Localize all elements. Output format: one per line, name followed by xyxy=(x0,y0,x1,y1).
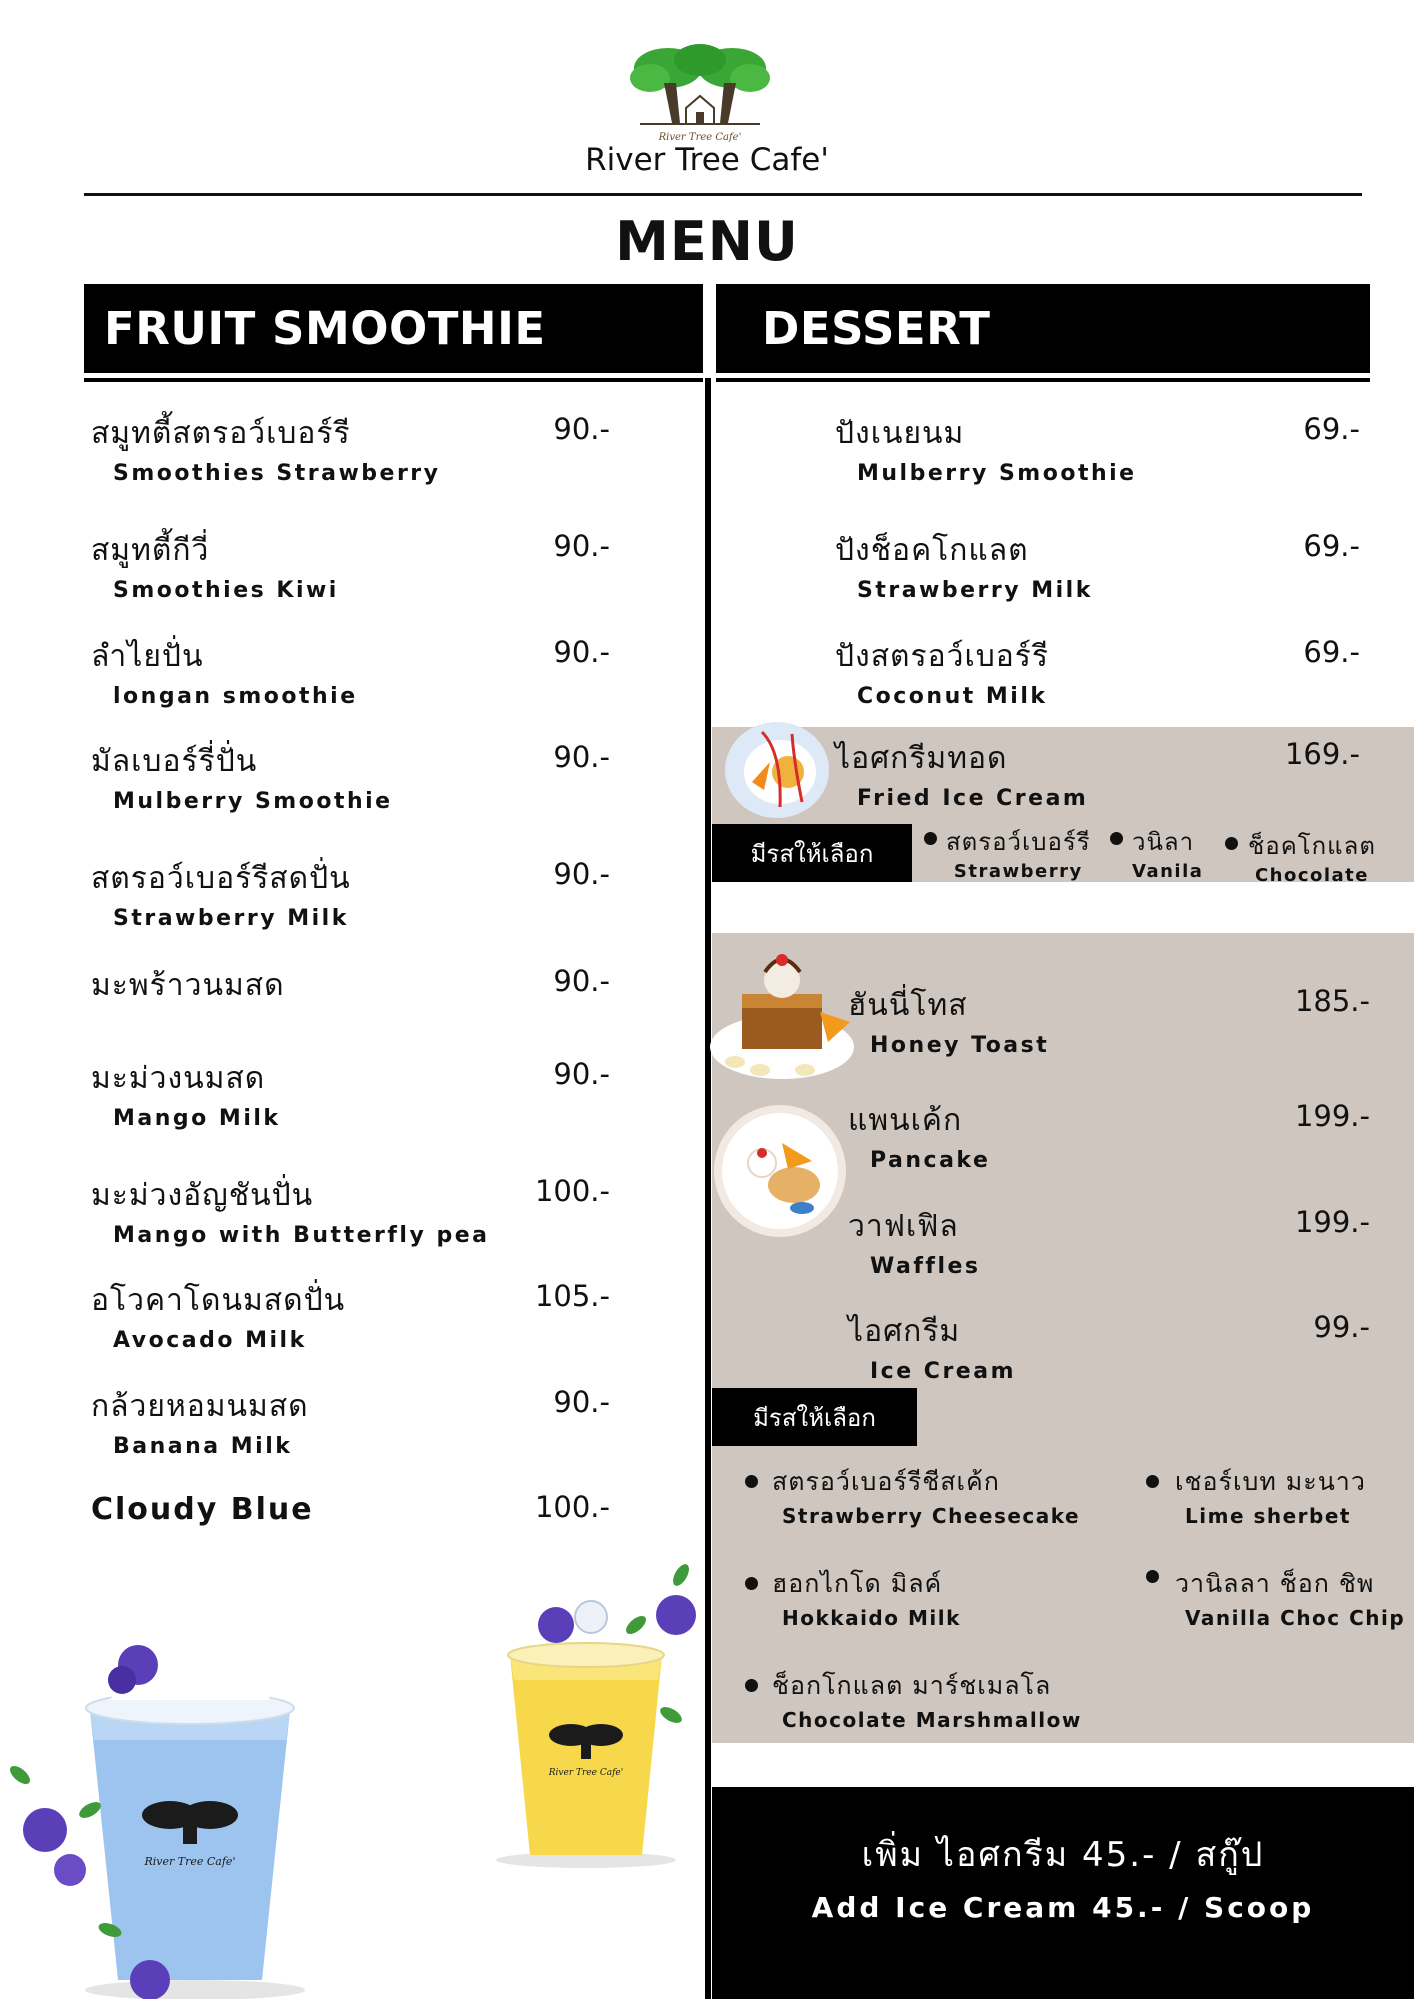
menu-title: MENU xyxy=(615,210,799,273)
item-name-en: Coconut Milk xyxy=(857,684,1048,709)
blue-smoothie-photo xyxy=(0,1540,320,1999)
item-price: 90.- xyxy=(553,529,610,563)
option-th: วนิลา xyxy=(1132,828,1195,856)
flavour-option xyxy=(1132,822,1203,882)
smoothie-item xyxy=(91,633,358,709)
banner-line-en: Add Ice Cream 45.- / Scoop xyxy=(811,1891,1315,1924)
item-name-en: Waffles xyxy=(870,1254,981,1279)
smoothie-item xyxy=(91,1055,281,1131)
item-name-en: Mango with Butterfly pea xyxy=(113,1223,490,1248)
bullet-dot xyxy=(1146,1570,1159,1583)
item-name-th: ปังเนยนม xyxy=(835,416,965,451)
dessert-item xyxy=(848,1097,990,1173)
flavour-th: ฮอกไกโด มิลค์ xyxy=(772,1569,943,1598)
smoothie-item xyxy=(91,1277,345,1353)
item-name-en: Mulberry Smoothie xyxy=(113,789,393,814)
bullet-dot xyxy=(745,1577,758,1590)
section-underline-right xyxy=(716,378,1370,382)
item-price: 90.- xyxy=(553,740,610,774)
item-name-en: Fried Ice Cream xyxy=(857,786,1089,811)
item-name-en: Honey Toast xyxy=(870,1033,1050,1058)
dessert-item xyxy=(835,527,1093,603)
item-name-th: สตรอว์เบอร์รีสดปั่น xyxy=(91,861,351,896)
item-name-en: Cloudy Blue xyxy=(91,1492,314,1527)
item-price: 100.- xyxy=(534,1490,610,1524)
item-name-th: วาฟเฟิล xyxy=(848,1209,959,1244)
item-price: 90.- xyxy=(553,1385,610,1419)
option-en: Vanila xyxy=(1132,861,1204,882)
item-name-en: longan smoothie xyxy=(113,684,358,709)
item-name-en: Strawberry Milk xyxy=(113,906,349,931)
yellow-smoothie-photo xyxy=(466,1555,706,1875)
option-th: สตรอว์เบอร์รี xyxy=(946,828,1091,856)
item-name-th: สมูทตี้กีวี่ xyxy=(91,533,210,568)
item-price: 185.- xyxy=(1294,984,1370,1018)
dessert-item xyxy=(835,410,1137,486)
river-tree-logo xyxy=(620,38,780,148)
flavour-en: Lime sherbet xyxy=(1185,1504,1351,1528)
cup-label: River Tree Cafe' xyxy=(548,1768,624,1778)
item-name-th: ปังสตรอว์เบอร์รี xyxy=(835,639,1050,674)
bullet-dot xyxy=(1110,832,1123,845)
flavour-en: Hokkaido Milk xyxy=(782,1606,961,1630)
section-title-dessert xyxy=(716,284,1370,373)
option-en: Strawberry xyxy=(953,861,1083,882)
smoothie-item xyxy=(91,1488,314,1527)
cup-label: River Tree Cafe' xyxy=(144,1855,236,1868)
fried-ice-cream-photo xyxy=(722,712,832,822)
bullet-dot xyxy=(924,832,937,845)
section-underline-left xyxy=(84,378,703,382)
item-price: 90.- xyxy=(553,412,610,446)
item-price: 199.- xyxy=(1294,1099,1370,1133)
honey-toast-photo xyxy=(710,942,860,1082)
item-price: 90.- xyxy=(553,635,610,669)
flavour-th: วานิลลา ช็อก ชิพ xyxy=(1175,1569,1375,1598)
pancake-photo xyxy=(712,1103,852,1243)
column-gap xyxy=(703,284,714,378)
section-title-text: DESSERT xyxy=(762,302,991,355)
bullet-dot xyxy=(745,1475,758,1488)
smoothie-item xyxy=(91,410,440,486)
item-price: 90.- xyxy=(553,857,610,891)
flavour-en: Strawberry Cheesecake xyxy=(782,1504,1081,1528)
item-name-en: Banana Milk xyxy=(113,1434,293,1459)
dessert-item xyxy=(848,982,1049,1058)
smoothie-item xyxy=(91,527,339,603)
header-divider xyxy=(84,193,1362,196)
item-name-en: Ice Cream xyxy=(870,1359,1016,1384)
option-th: ช็อคโกแลต xyxy=(1248,832,1376,860)
dessert-item xyxy=(848,1203,981,1279)
flavour-option xyxy=(1248,826,1376,886)
item-name-th: แพนเค้ก xyxy=(848,1103,963,1138)
item-name-th: ปังช็อคโกแลต xyxy=(835,533,1029,568)
banner-line-th: เพิ่ม ไอศกรีม 45.- / สกู๊ป xyxy=(861,1835,1265,1875)
dessert-item-fried-ice-cream xyxy=(835,735,1088,811)
item-name-th: มะม่วงอัญชันปั่น xyxy=(91,1178,314,1213)
ice-cream-flavour xyxy=(772,1462,1080,1528)
dessert-item xyxy=(848,1308,1016,1384)
flavour-option xyxy=(946,822,1091,882)
logo-script-text: River Tree Cafe' xyxy=(658,132,742,143)
item-price: 100.- xyxy=(534,1174,610,1208)
smoothie-item xyxy=(91,1383,309,1459)
flavour-en: Vanilla Choc Chip xyxy=(1185,1606,1406,1630)
item-name-th: มะพร้าวนมสด xyxy=(91,968,285,1003)
item-price: 69.- xyxy=(1303,412,1360,446)
item-name-th: ลำไยปั่น xyxy=(91,639,204,674)
item-price: 105.- xyxy=(534,1279,610,1313)
item-price: 69.- xyxy=(1303,529,1360,563)
bullet-dot xyxy=(745,1679,758,1692)
item-price: 90.- xyxy=(553,1057,610,1091)
item-name-th: มัลเบอร์รี่ปั่น xyxy=(91,744,258,779)
flavour-th: เชอร์เบท มะนาว xyxy=(1175,1467,1366,1496)
dessert-item xyxy=(835,633,1049,709)
ice-cream-flavour xyxy=(772,1564,961,1630)
option-en: Chocolate xyxy=(1254,865,1369,886)
item-name-en: Strawberry Milk xyxy=(857,578,1093,603)
flavour-choice-text: มีรสให้เลือก xyxy=(750,839,874,868)
flavour-th: ช็อกโกแลต มาร์ชเมลโล xyxy=(772,1671,1052,1700)
item-price: 69.- xyxy=(1303,635,1360,669)
item-name-en: Mulberry Smoothie xyxy=(857,461,1137,486)
item-name-th: ไอศกรีม xyxy=(848,1314,961,1349)
item-price: 169.- xyxy=(1284,737,1360,771)
section-title-text: FRUIT SMOOTHIE xyxy=(104,302,546,355)
smoothie-item xyxy=(91,962,285,1009)
flavour-choice-tag xyxy=(712,1388,917,1446)
item-name-th: อโวคาโดนมสดปั่น xyxy=(91,1283,346,1318)
item-name-en: Pancake xyxy=(870,1148,991,1173)
item-name-th: กล้วยหอมนมสด xyxy=(91,1389,309,1424)
item-price: 199.- xyxy=(1294,1205,1370,1239)
ice-cream-flavour xyxy=(1175,1462,1366,1528)
brand-name: River Tree Cafe' xyxy=(585,142,829,178)
smoothie-item xyxy=(91,1172,490,1248)
bullet-dot xyxy=(1225,837,1238,850)
item-name-en: Smoothies Strawberry xyxy=(113,461,441,486)
smoothie-item xyxy=(91,738,393,814)
item-name-en: Mango Milk xyxy=(113,1106,281,1131)
item-name-th: ไอศกรีมทอด xyxy=(835,741,1008,776)
bullet-dot xyxy=(1146,1475,1159,1488)
ice-cream-flavour xyxy=(772,1666,1082,1732)
add-ice-cream-banner xyxy=(712,1787,1414,1999)
item-name-en: Smoothies Kiwi xyxy=(113,578,339,603)
ice-cream-flavour xyxy=(1175,1564,1405,1630)
item-name-th: สมูทตี้สตรอว์เบอร์รี xyxy=(91,416,351,451)
flavour-en: Chocolate Marshmallow xyxy=(782,1708,1082,1732)
flavour-choice-text: มีรสให้เลือก xyxy=(753,1403,876,1432)
item-name-en: Avocado Milk xyxy=(113,1328,307,1353)
smoothie-item xyxy=(91,855,351,931)
item-name-th: ฮันนี่โทส xyxy=(848,988,968,1023)
section-title-fruit-smoothie xyxy=(84,284,703,373)
item-price: 90.- xyxy=(553,964,610,998)
flavour-choice-tag xyxy=(712,824,912,882)
flavour-th: สตรอว์เบอร์รีชีสเค้ก xyxy=(772,1467,1000,1496)
item-name-th: มะม่วงนมสด xyxy=(91,1061,266,1096)
item-price: 99.- xyxy=(1313,1310,1370,1344)
